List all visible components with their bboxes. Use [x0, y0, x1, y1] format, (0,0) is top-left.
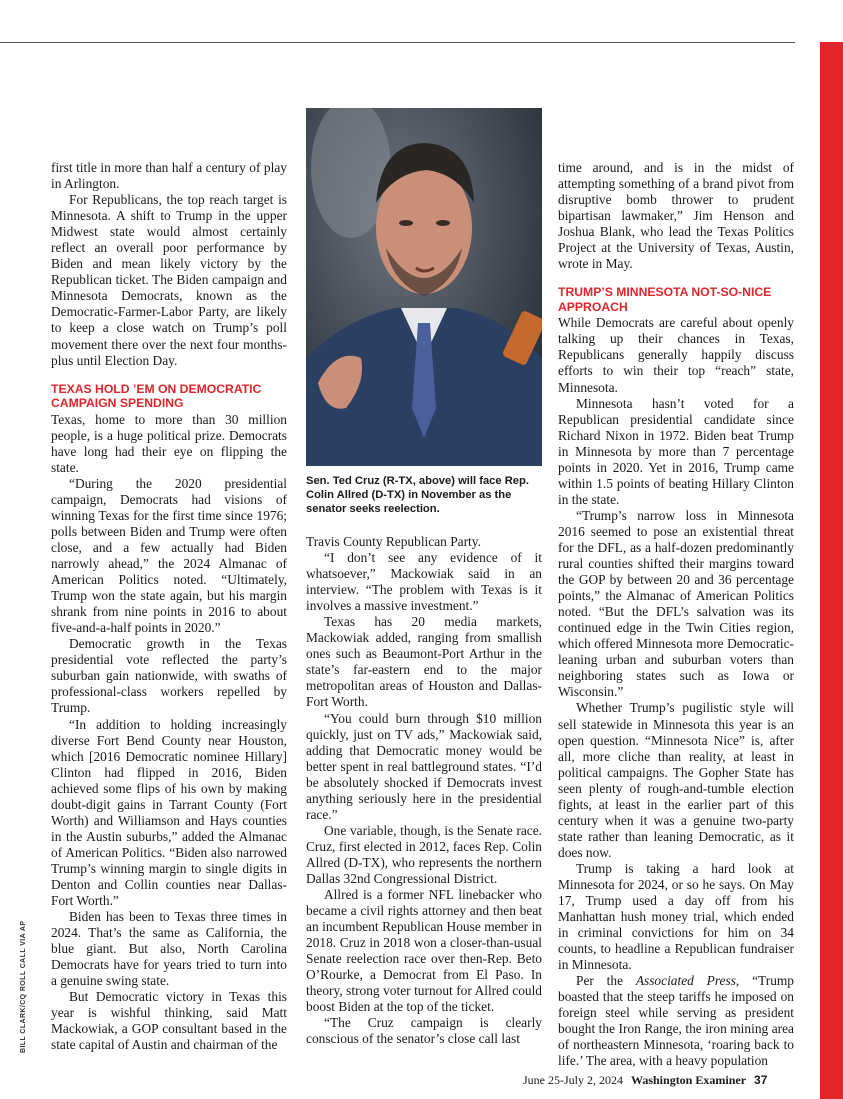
- paragraph: Minnesota hasn’t voted for a Republican presidential candidate since Richard Nixon in 1972. Biden beat Trump in Minnesota by more than 7 percentage points in 2020. Yet in 2016, Trump came within 1.5 points of beating Hillary Clinton in the state.: [558, 395, 794, 507]
- paragraph: first title in more than half a century of play in Arlington.: [51, 160, 287, 192]
- paragraph: Democratic growth in the Texas presidential vote reflected the party’s suburban gain nationwide, with swaths of professional-class workers repelled by Trump.: [51, 636, 287, 716]
- red-edge-bar: [820, 42, 843, 1099]
- section-heading-minnesota: TRUMP’S MINNESOTA NOT-SO-NICE APPROACH: [558, 285, 772, 314]
- photo-caption: Sen. Ted Cruz (R-TX, above) will face Rep. Colin Allred (D-TX) in November as the senator seeks reelection.: [306, 475, 529, 515]
- paragraph: time around, and is in the midst of attempting something of a brand pivot from disruptive bomb thrower to prudent bipartisan lawmaker,” Jim Henson and Joshua Blank, who lead the Texas Politics Project at the University of Texas, Austin, wrote in May.: [558, 160, 794, 272]
- photo-credit: BILL CLARK/CQ ROLL CALL VIA AP: [20, 920, 27, 1053]
- paragraph: One variable, though, is the Senate race. Cruz, first elected in 2012, faces Rep. Colin Allred (D-TX), who represents the northern Dallas 32nd Congressional District.: [306, 822, 542, 886]
- text-run: Per the: [576, 973, 636, 989]
- paragraph: Texas has 20 media markets, Mackowiak added, ranging from smallish ones such as Beaumont-Port Arthur in the state’s far-eastern end to the major metropolitan areas of Houston and Dallas-Fort Worth.: [306, 614, 542, 710]
- paragraph: [558, 973, 794, 1069]
- column-3: [558, 160, 794, 1070]
- paragraph: Texas, home to more than 30 million people, is a huge political prize. Democrats have long had their eye on flipping the state.: [51, 411, 287, 475]
- text-run: , “Trump boasted that the steep tariffs he imposed on foreign steel while serving as president bought the Iron Range, the iron mining area of northeastern Minnesota, ‘roaring back to life.’ The area, with a heavy population: [558, 973, 794, 1069]
- paragraph: For Republicans, the top reach target is Minnesota. A shift to Trump in the upper Midwest state would almost certainly reflect an overall poor performance by Biden and mean likely victory by the Republican ticket. The Biden campaign and Minnesota Democrats, known as the Democratic-Farmer-Labor Party, are likely to keep a close watch on Trump’s poll movement there over the next four months-plus until Election Day.: [51, 192, 287, 368]
- paragraph: “You could burn through $10 million quickly, just on TV ads,” Mackowiak said, adding that Democratic money would be better spent in real battleground states. “I’d be absolutely shocked if Democrats invest anything seriously here in the presidential race.”: [306, 710, 542, 822]
- portrait-illustration: [306, 108, 542, 466]
- senator-photo: [306, 108, 542, 466]
- paragraph: While Democrats are careful about openly talking up their chances in Texas, Republicans generally happily discuss efforts to win their top “reach” state, Minnesota.: [558, 315, 794, 395]
- publication-name: Associated Press: [635, 973, 736, 989]
- paragraph: “Trump’s narrow loss in Minnesota 2016 seemed to pose an existential threat for the DFL, as a half-dozen predominantly rural counties shifted their margins toward the GOP by between 20 and 36 percentage points,” the Almanac of American Politics noted. “But the DFL’s salvation was its continued edge in the Twin Cities region, which offered Minnesota more Democratic-leaning urban and suburban voters than neighboring states such as Iowa or Wisconsin.”: [558, 507, 794, 700]
- paragraph: Biden has been to Texas three times in 2024. That’s the same as California, the blue giant. But also, North Carolina Democrats have for years tried to turn into a genuine swing state.: [51, 909, 287, 989]
- issue-date: June 25-July 2, 2024: [523, 1073, 623, 1087]
- paragraph: “In addition to holding increasingly diverse Fort Bend County near Houston, which [2016 Democratic nominee Hillary] Clinton had flipped in 2016, Biden achieved some flips of his own by making doubt-digit gains in Tarrant County (Fort Worth) and Williamson and Hays counties in the Austin suburbs,” added the Almanac of American Politics. “Biden also narrowed Trump’s winning margin to single digits in Denton and Collin counties near Dallas-Fort Worth.”: [51, 716, 287, 909]
- page-number: 37: [754, 1073, 768, 1087]
- publication-title: Washington Examiner: [631, 1073, 747, 1087]
- paragraph: But Democratic victory in Texas this year is wishful thinking, said Matt Mackowiak, a GOP consultant based in the state capital of Austin and chairman of the: [51, 989, 287, 1053]
- column-2: [306, 534, 542, 1048]
- paragraph: “The Cruz campaign is clearly conscious of the senator’s close call last: [306, 1015, 542, 1047]
- section-heading-texas: TEXAS HOLD ’EM ON DEMOCRATIC CAMPAIGN SPENDING: [51, 381, 262, 411]
- paragraph: “I don’t see any evidence of it whatsoever,” Mackowiak said in an interview. “The problem with Texas is it involves a massive investment.”: [306, 550, 542, 614]
- top-rule: [0, 42, 795, 43]
- paragraph: Whether Trump’s pugilistic style will sell statewide in Minnesota this year is an open question. “Minnesota Nice” is, after all, more cliche than reality, at least in political campaigns. The Gopher State has seen plenty of rough-and-tumble election fights, at least in the earlier part of this century when it was a genuine two-party state rather than leaning Democratic, as it does now.: [558, 700, 794, 860]
- paragraph: Allred is a former NFL linebacker who became a civil rights attorney and then beat an incumbent Republican House member in 2018. Cruz in 2018 won a closer-than-usual Senate reelection race over then-Rep. Beto O’Rourke, a Democrat from El Paso. In theory, strong voter turnout for Allred could boost Biden at the top of the ticket.: [306, 887, 542, 1015]
- paragraph: “During the 2020 presidential campaign, Democrats had visions of winning Texas for the first time since 1976; polls between Biden and Trump were often close, and a few actually had Biden narrowly ahead,” the 2024 Almanac of American Politics noted. “Ultimately, Trump won the state again, but his margin shrank from nine points in 2016 to about five-and-a-half points in 2020.”: [51, 475, 287, 636]
- page-footer: [523, 1073, 767, 1088]
- paragraph: Trump is taking a hard look at Minnesota for 2024, or so he says. On May 17, Trump used a day off from his Manhattan hush money trial, which ended in criminal convictions for him on 34 counts, to headline a Republican fundraiser in Minnesota.: [558, 860, 794, 973]
- paragraph: Travis County Republican Party.: [306, 534, 481, 549]
- column-1: [51, 160, 287, 1053]
